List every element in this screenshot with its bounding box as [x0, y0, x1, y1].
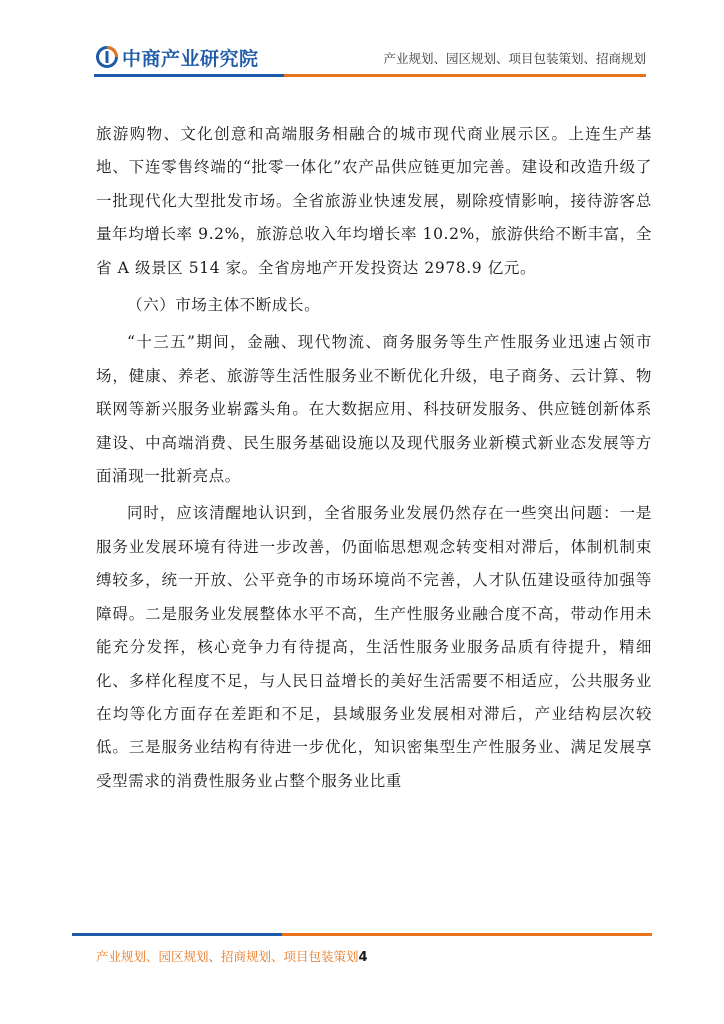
document-body	[96, 118, 652, 798]
header-tagline: 产业规划、园区规划、项目包装策划、招商规划	[383, 51, 646, 66]
footer-divider-blue	[72, 933, 282, 936]
logo-mark-icon	[96, 46, 118, 68]
company-logo[interactable]	[96, 42, 259, 72]
footer-divider-orange	[282, 933, 652, 936]
logo-text: 中商产业研究院	[122, 47, 259, 70]
footer-tagline: 产业规划、园区规划、招商规划、项目包装策划	[96, 949, 359, 964]
paragraph-continuation: 旅游购物、文化创意和高端服务相融合的城市现代商业展示区。上连生产基地、下连零售终端的“批零一体化”农产品供应链更加完善。建设和改造升级了一批现代化大型批发市场。全省旅游业快速发展，剔除疫情影响，接待游客总量年均增长率 9.2%，旅游总收入年均增长率 10.2%，旅游供给不断丰富，全省 A 级景区 514 家。全省房地产开发投资达 2978.9 亿元。	[96, 125, 652, 277]
header-divider-blue	[94, 74, 284, 77]
paragraph: “十三五”期间，金融、现代物流、商务服务等生产性服务业迅速占领市场，健康、养老、旅游等生活性服务业不断优化升级，电子商务、云计算、物联网等新兴服务业崭露头角。在大数据应用、科技研发服务、供应链创新体系建设、中高端消费、民生服务基础设施以及现代服务业新模式新业态发展等方面涌现一批新亮点。	[96, 333, 652, 486]
section-heading: （六）市场主体不断成长。	[127, 296, 321, 315]
page-footer	[96, 947, 368, 965]
paragraph: 同时，应该清醒地认识到，全省服务业发展仍然存在一些突出问题：一是服务业发展环境有待进一步改善，仍面临思想观念转变相对滞后，体制机制束缚较多，统一开放、公平竞争的市场环境尚不完善，人才队伍建设亟待加强等障碍。二是服务业发展整体水平不高，生产性服务业融合度不高，带动作用未能充分发挥，核心竞争力有待提高，生活性服务业服务品质有待提升，精细化、多样化程度不足，与人民日益增长的美好生活需要不相适应，公共服务业在均等化方面存在差距和不足，县域服务业发展相对滞后，产业结构层次较低。三是服务业结构有待进一步优化，知识密集型生产性服务业、满足发展享受型需求的消费性服务业占整个服务业比重	[96, 504, 652, 790]
page-header	[0, 0, 724, 80]
header-divider-orange	[284, 74, 646, 77]
page-number: 4	[358, 950, 368, 965]
